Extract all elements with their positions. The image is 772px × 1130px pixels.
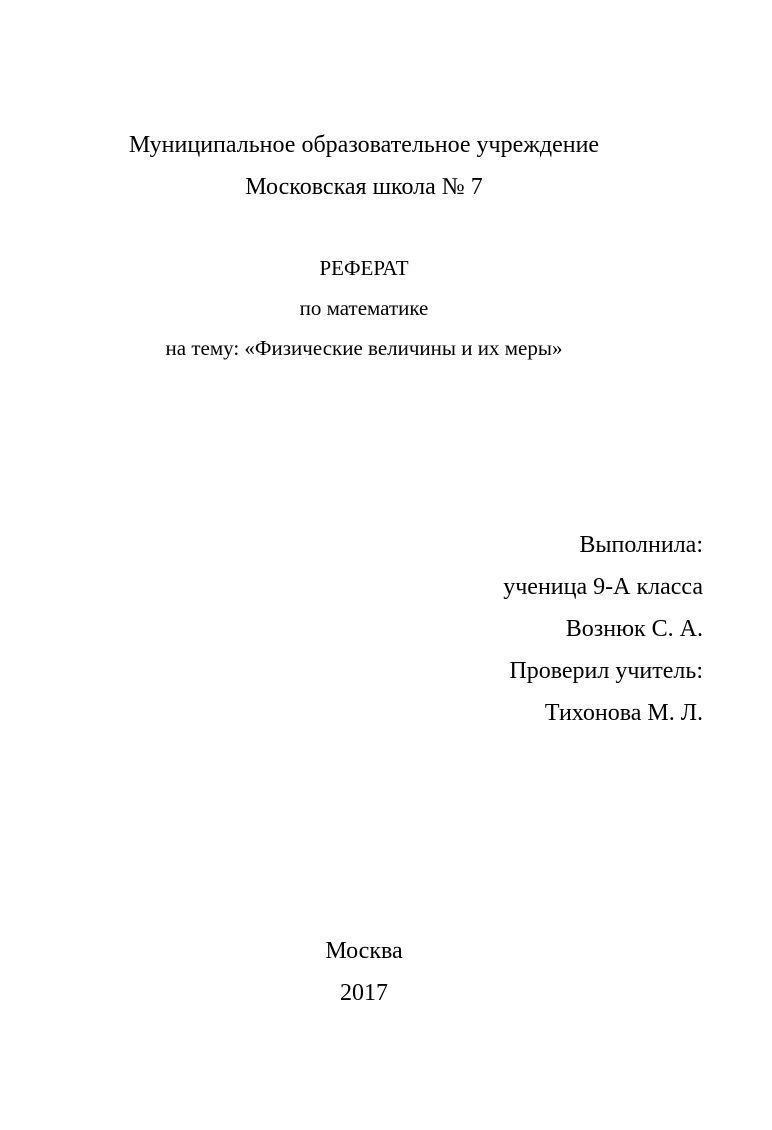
document-type: РЕФЕРАТ xyxy=(319,256,409,280)
student-class: ученица 9-А класса xyxy=(503,574,703,600)
year: 2017 xyxy=(340,980,388,1006)
document-topic: на тему: «Физические величины и их меры» xyxy=(165,336,563,360)
student-name: Вознюк С. А. xyxy=(565,616,703,642)
checked-by-label: Проверил учитель: xyxy=(509,658,703,684)
document-subject: по математике xyxy=(299,296,429,320)
school-name: Московская школа № 7 xyxy=(245,174,483,200)
done-by-label: Выполнила: xyxy=(579,532,703,558)
institution-name: Муниципальное образовательное учреждение xyxy=(128,132,600,158)
city: Москва xyxy=(325,938,403,964)
teacher-name: Тихонова М. Л. xyxy=(544,700,703,726)
